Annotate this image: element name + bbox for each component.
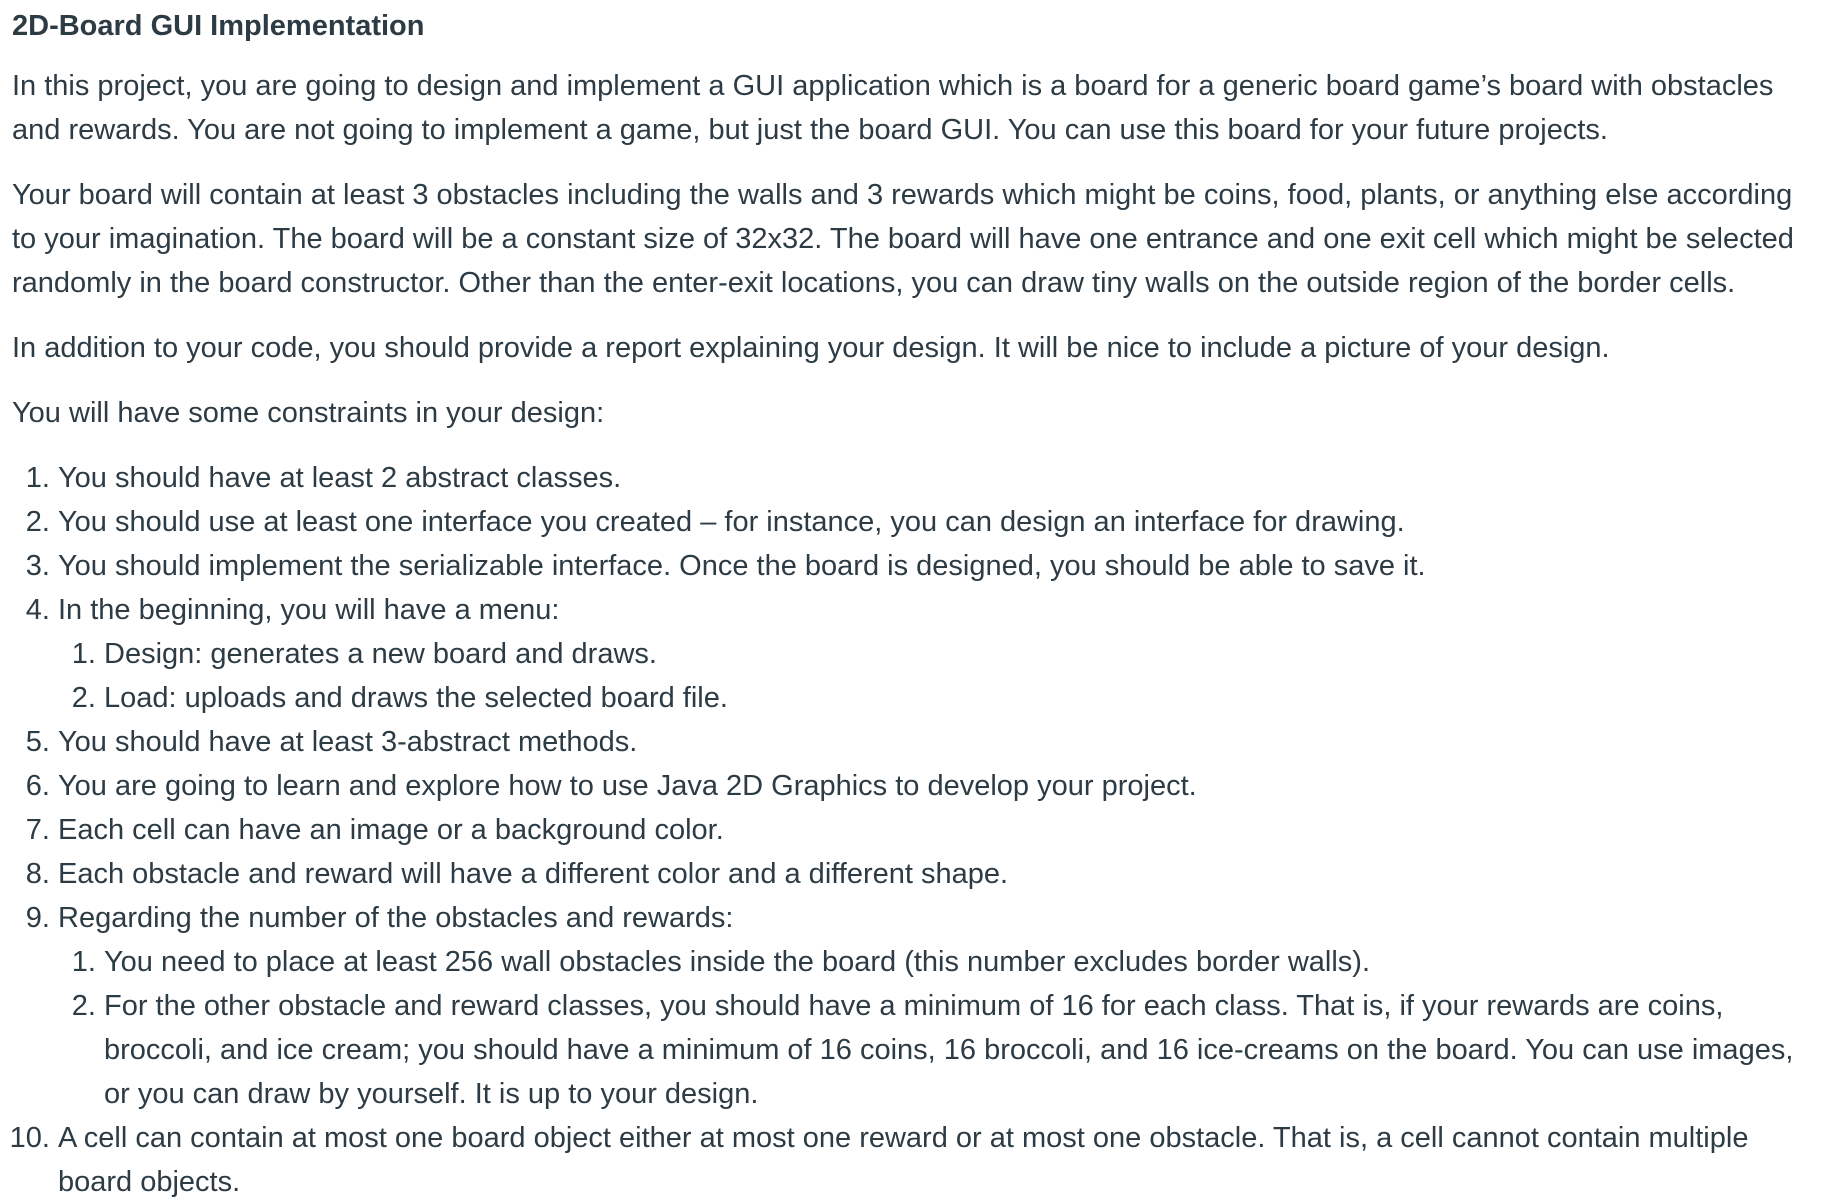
list-item: 8. Each obstacle and reward will have a different color and a different shape. <box>58 852 1810 896</box>
constraints-intro-paragraph: You will have some constraints in your design: <box>12 397 605 429</box>
list-item: 2. Load: uploads and draws the selected board file. <box>104 676 1810 720</box>
list-item: 1. You should have at least 2 abstract classes. <box>58 456 1810 500</box>
list-item: 2. You should use at least one interface you created – for instance, you can design an interface for drawing. <box>58 500 1810 544</box>
list-item: 6. You are going to learn and explore how to use Java 2D Graphics to develop your project. <box>58 764 1810 808</box>
list-item: 4. In the beginning, you will have a menu: 1. Design: generates a new board and draws. 2. Load: uploads and draws the selected board file. <box>58 588 1810 720</box>
constraints-list <box>12 456 1810 1204</box>
report-paragraph: In addition to your code, you should provide a report explaining your design. It will be nice to include a picture of your design. <box>12 332 1610 364</box>
list-item: 10. A cell can contain at most one board object either at most one reward or at most one obstacle. That is, a cell cannot contain multiple board objects. <box>58 1116 1810 1204</box>
list-item: 9. Regarding the number of the obstacles and rewards: 1. You need to place at least 256 wall obstacles inside the board (this number excludes border walls). 2. For the other obstacle and reward classes, you should have a minimum of 16 for each class. That is, if your rewards are coins, broccoli, and ice cream; you should have a minimum of 16 coins, 16 broccoli, and 16 ice-creams on the board. You can use images, or you can draw by yourself. It is up to your design. <box>58 896 1810 1116</box>
list-item: 3. You should implement the serializable interface. Once the board is designed, you should be able to save it. <box>58 544 1810 588</box>
list-item: 1. Design: generates a new board and draws. <box>104 632 1810 676</box>
list-item: 2. For the other obstacle and reward classes, you should have a minimum of 16 for each class. That is, if your rewards are coins, broccoli, and ice cream; you should have a minimum of 16 coins, 16 broccoli, and 16 ice-creams on the board. You can use images, or you can draw by yourself. It is up to your design. <box>104 984 1810 1116</box>
page-title: 2D-Board GUI Implementation <box>12 10 425 42</box>
list-item: 5. You should have at least 3-abstract methods. <box>58 720 1810 764</box>
list-item: 1. You need to place at least 256 wall obstacles inside the board (this number excludes border walls). <box>104 940 1810 984</box>
list-item: 7. Each cell can have an image or a background color. <box>58 808 1810 852</box>
menu-sublist <box>58 632 1810 720</box>
counts-sublist <box>58 940 1810 1116</box>
board-description-paragraph: Your board will contain at least 3 obstacles including the walls and 3 rewards which might be coins, food, plants, or anything else according to your imagination. The board will be a constant size of 32x32. The board will have one entrance and one exit cell which might be selected randomly in the board constructor. Other than the enter-exit locations, you can draw tiny walls on the outside region of the border cells. <box>12 179 1794 299</box>
intro-paragraph: In this project, you are going to design and implement a GUI application which is a board for a generic board game’s board with obstacles and rewards. You are not going to implement a game, but just the board GUI. You can use this board for your future projects. <box>12 70 1774 146</box>
